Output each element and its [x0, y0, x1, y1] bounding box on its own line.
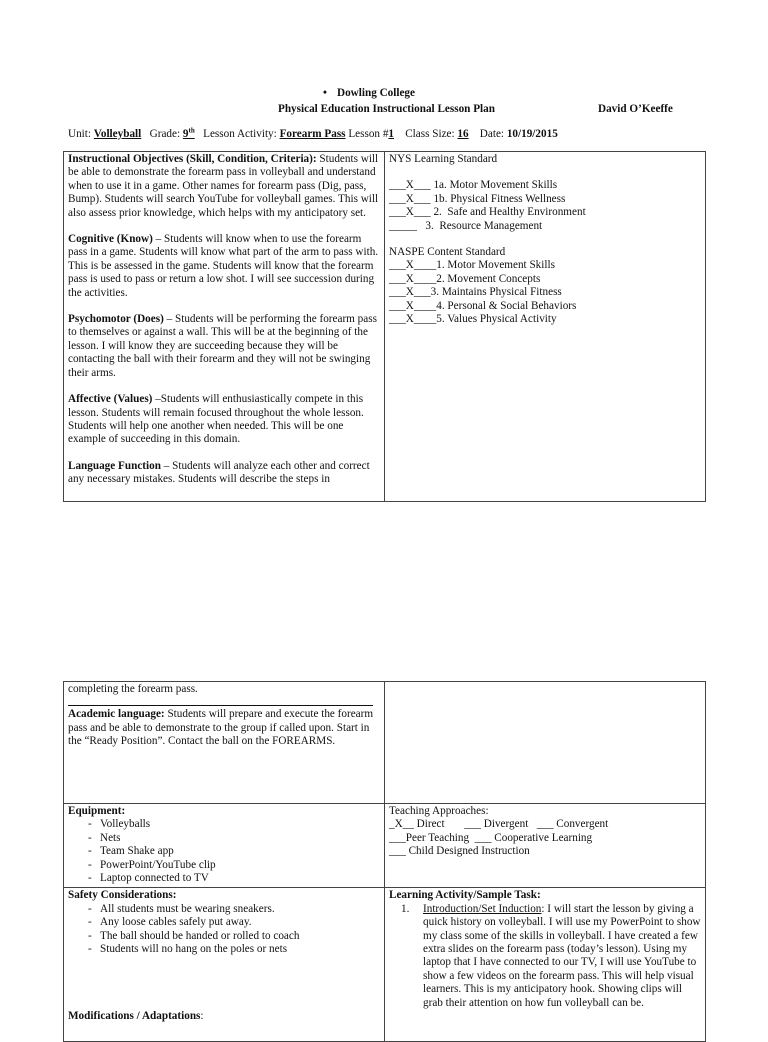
psychomotor-heading: Psychomotor (Does) [68, 313, 164, 326]
learning-activity-cell [385, 888, 706, 1042]
college-name [323, 87, 415, 100]
language-heading: Language Function [68, 459, 161, 472]
naspe-standard-item: ___X____5. Values Physical Activity [389, 313, 557, 326]
list-item: - All students must be wearing sneakers. [68, 903, 380, 916]
objectives-table [63, 151, 706, 502]
instructional-text: Students will be able to demonstrate the forearm pass in volleyball and understand when to use it in a game. Other names for forearm pass (Dig, pass, Bump). Students will search YouTube for volleyball games. This will also assess prior knowledge, which helps with my anticipatory set. [68, 153, 379, 219]
equipment-heading: Equipment: [68, 805, 126, 817]
activity-label: Lesson Activity: [203, 128, 280, 140]
affective-objective [68, 393, 380, 447]
nys-standard-item: ___X___ 2. Safe and Healthy Environment [389, 206, 586, 219]
date-value: 10/19/2015 [506, 128, 558, 140]
list-item: - PowerPoint/YouTube clip [68, 859, 380, 872]
safety-list [68, 903, 380, 957]
unit-info-line [68, 128, 558, 141]
academic-language [68, 708, 380, 748]
lesson-details-table [63, 681, 706, 1042]
grade-suffix: th [188, 126, 195, 135]
modifications-heading: Modifications / Adaptations [68, 1010, 201, 1023]
unit-value: Volleyball [93, 128, 142, 140]
date-label: Date: [479, 128, 507, 140]
nys-standard-item: _____ 3. Resource Management [389, 219, 543, 232]
lesson-label: Lesson # [345, 128, 389, 140]
affective-text: –Students will enthusiastically compete in this lesson. Students will remain focused throughout the whole lesson. Students will help one another when needed. This will be one example of succeeding in this domain. [68, 393, 364, 446]
cognitive-heading: Cognitive (Know) [68, 233, 153, 246]
modifications-suffix: : [200, 1010, 204, 1023]
lesson-value: 1 [388, 128, 395, 140]
learning-activity-list [389, 903, 701, 1010]
nys-standard-item: ___X___ 1b. Physical Fitness Wellness [389, 192, 566, 205]
item-number: 1. [401, 902, 410, 915]
teaching-approach-line: ___Peer Teaching ___ Cooperative Learning [389, 831, 593, 844]
nys-standard-title: NYS Learning Standard [389, 153, 498, 165]
list-item [389, 903, 701, 1010]
instructional-heading: Instructional Objectives (Skill, Condition, Criteria): [68, 153, 317, 165]
teaching-approach-line: ___ Child Designed Instruction [389, 845, 530, 858]
teaching-approach-line: _X__ Direct ___ Divergent ___ Convergent [389, 818, 609, 831]
naspe-standard-item: ___X____1. Motor Movement Skills [389, 259, 555, 272]
cognitive-text: – Students will know when to use the forearm pass in a game. Students will know what part of the arm to pass with. This is be assessed in the game. Students will know that the forearm pass is used to pass or return a low shot. I will see succession during the activities. [68, 233, 379, 299]
naspe-standard-item: ___X____4. Personal & Social Behaviors [389, 299, 577, 312]
nys-standard-item: ___X___ 1a. Motor Movement Skills [389, 179, 558, 192]
grade-number: 9 [182, 128, 189, 140]
class-size-value: 16 [457, 128, 469, 140]
activity-value: Forearm Pass [279, 128, 346, 140]
plan-title: Physical Education Instructional Lesson Plan [278, 103, 495, 115]
naspe-standard-item: ___X___3. Maintains Physical Fitness [389, 286, 562, 299]
academic-language-text: Students will prepare and execute the forearm pass and be able to demonstrate to the group if called upon. Start in the “Ready Position”. Contact the ball on the FOREARMS. [68, 708, 374, 748]
intro-label: Introduction/Set Induction [423, 902, 542, 915]
instructional-objectives [68, 153, 380, 220]
list-item: - Students will no hang on the poles or nets [68, 943, 380, 956]
naspe-standard-title: NASPE Content Standard [389, 246, 506, 259]
psychomotor-objective [68, 313, 380, 380]
intro-text: : I will start the lesson by giving a quick history on volleyball. I will use my PowerPoint to show my class some of the skills in volleyball. I have created a few extra slides on the forearm pass (today’s lesson). Using my laptop that I have connected to our TV, I will use YouTube to show a few videos on the forearm pass. This will help visual learners. This is my anticipatory hook. Showing clips will grab their attention on how fun volleyball can be. [423, 902, 701, 1009]
academic-language-cell [64, 682, 385, 804]
equipment-cell [64, 804, 385, 888]
language-text: – Students will analyze each other and correct any necessary mistakes. Students will describe the steps in [68, 459, 370, 486]
naspe-standard-item: ___X____2. Movement Concepts [389, 272, 541, 285]
grade-value [183, 128, 195, 140]
list-item: - Nets [68, 832, 380, 845]
author-name: David O’Keeffe [598, 103, 673, 115]
empty-cell [385, 682, 706, 804]
learning-activity-heading: Learning Activity/Sample Task: [389, 889, 541, 902]
psychomotor-text: – Students will be performing the forearm pass to themselves or against a wall. This will be at the beginning of the lesson. I will know they are succeeding because they will be contacting the ball with their forearm and they will not be swinging their arms. [68, 313, 377, 379]
teaching-approaches-title: Teaching Approaches: [389, 805, 489, 817]
modifications [68, 1010, 380, 1023]
list-item: - The ball should be handed or rolled to coach [68, 930, 380, 943]
teaching-approaches-cell [385, 804, 706, 888]
list-item: - Laptop connected to TV [68, 872, 380, 885]
language-function [68, 460, 380, 487]
divider-line [68, 705, 373, 706]
affective-heading: Affective (Values) [68, 393, 153, 406]
list-item: - Any loose cables safely put away. [68, 916, 380, 929]
grade-label: Grade: [149, 128, 183, 140]
list-item: - Volleyballs [68, 818, 380, 831]
class-size-label: Class Size: [405, 128, 458, 140]
objectives-cell [64, 152, 385, 502]
safety-cell [64, 888, 385, 1042]
language-continued: completing the forearm pass. [68, 683, 198, 695]
academic-language-heading: Academic language: [68, 708, 165, 721]
bullet-icon: • [323, 87, 327, 99]
cognitive-objective [68, 233, 380, 300]
equipment-list [68, 818, 380, 885]
list-item: - Team Shake app [68, 845, 380, 858]
safety-heading: Safety Considerations: [68, 889, 177, 902]
college-name-text: Dowling College [337, 87, 415, 99]
unit-label: Unit: [68, 128, 94, 140]
standards-cell [385, 152, 706, 502]
